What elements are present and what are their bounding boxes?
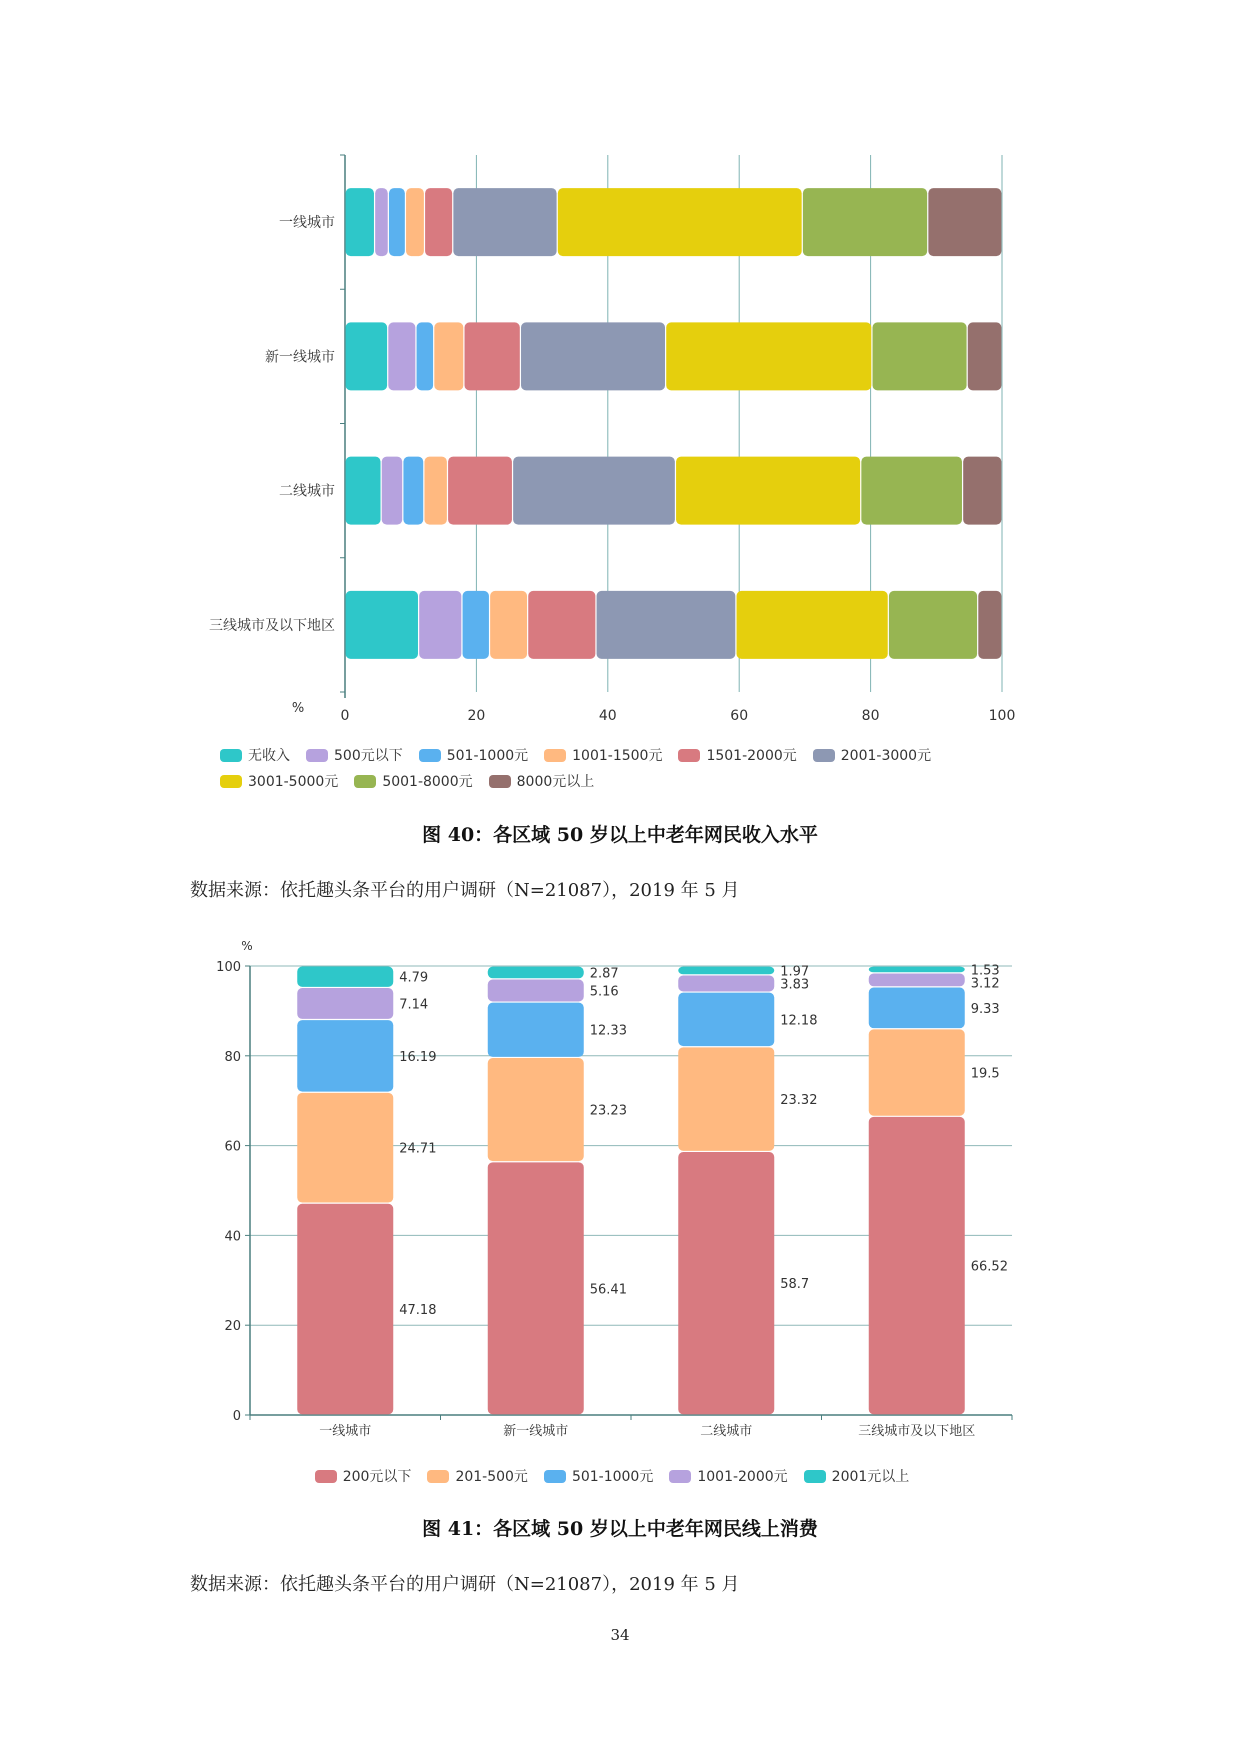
legend-swatch [544,749,566,762]
category-label-1: 一线城市 [279,215,335,232]
bar-segment-501-1000-3 [403,457,423,525]
bar-segment-5001-8000-3 [861,457,962,525]
spending-chart-caption: 图 41：各区域 50 岁以上中老年网民线上消费 [422,1518,818,1540]
legend-label: 5001-8000元 [382,774,473,790]
data-label-201-500-2: 23.23 [589,1103,627,1119]
bar-segment-201-500-2 [488,1058,584,1161]
bar-segment-201-500-3 [678,1047,774,1151]
bar-segment-8000-3 [963,457,1001,525]
bar-segment-5001-8000-4 [889,591,977,659]
legend-item-1501-2000 [678,742,796,768]
bar-segment-1501-2000-4 [528,591,595,659]
category-label-1: 一线城市 [319,1424,372,1439]
legend-swatch [315,1470,337,1483]
y-tick-label-20: 20 [224,1319,241,1335]
bar-segment-1001-2000-1 [297,988,393,1019]
bar-segment-1001-2000-2 [488,979,584,1001]
legend-swatch [354,775,376,788]
data-label-201-500-4: 19.5 [970,1066,1000,1082]
y-tick-label-60: 60 [224,1139,241,1155]
income-level-chart [0,140,1240,740]
bar-segment-3001-5000-1 [558,188,802,256]
bar-segment-1001-2000-4 [869,973,965,986]
bar-segment-1501-2000-1 [425,188,452,256]
category-label-2: 新一线城市 [503,1424,569,1439]
bar-segment-201-500-1 [297,1093,393,1203]
page-number: 34 [610,1626,630,1644]
data-label-1001-2000-3: 3.83 [780,977,810,993]
bar-segment-x-2 [346,322,388,390]
bar-segment-501-1000-1 [389,188,405,256]
legend-label: 2001-3000元 [840,748,932,764]
data-label-200-4: 66.52 [970,1259,1008,1275]
bar-segment-200-2 [488,1162,584,1414]
x-tick-label-100: 100 [988,708,1016,724]
y-tick-label-0: 0 [232,1409,241,1424]
x-tick-label-20: 20 [467,708,486,724]
spending-chart-source: 数据来源：依托趣头条平台的用户调研（N=21087），2019 年 5 月 [190,1574,740,1595]
legend-swatch [544,1470,566,1483]
bar-segment-201-500-4 [869,1029,965,1115]
bar-segment-3001-5000-2 [666,322,871,390]
legend-label: 201-500元 [455,1469,528,1485]
bar-segment-x-3 [346,457,381,525]
legend-swatch [427,1470,449,1483]
x-tick-label-0: 0 [340,708,350,724]
bar-segment-1501-2000-3 [448,457,512,525]
x-tick-label-40: 40 [598,708,617,724]
bar-segment-500-1 [375,188,388,256]
data-label-501-1000-1: 16.19 [399,1049,437,1065]
legend-item-x [220,742,290,768]
income-chart-source: 数据来源：依托趣头条平台的用户调研（N=21087），2019 年 5 月 [190,880,740,901]
bar-segment-2001-3 [678,967,774,975]
bar-segment-1001-1500-4 [490,591,527,659]
category-label-4: 三线城市及以下地区 [209,617,335,634]
bar-segment-200-1 [297,1204,393,1415]
bar-segment-501-1000-1 [297,1020,393,1091]
bar-segment-2001-3000-3 [513,457,675,525]
legend-swatch [678,749,700,762]
legend-item-200 [315,1463,412,1489]
x-tick-label-60: 60 [730,708,749,724]
bar-segment-x-4 [346,591,418,659]
legend-item-500 [306,742,403,768]
legend-item-1001-2000 [669,1463,787,1489]
category-label-4: 三线城市及以下地区 [858,1424,976,1439]
bar-segment-x-1 [346,188,374,256]
bar-segment-501-1000-2 [488,1003,584,1057]
legend-swatch [804,1470,826,1483]
data-label-2001-4: 1.53 [970,963,1000,979]
legend-swatch [220,775,242,788]
bar-segment-2001-3000-2 [521,322,665,390]
legend-label: 501-1000元 [571,1469,654,1485]
data-label-1001-2000-4: 3.12 [970,976,1000,992]
bar-segment-5001-8000-2 [873,322,967,390]
income-chart-legend [220,742,1070,794]
data-label-501-1000-2: 12.33 [589,1023,627,1039]
legend-swatch [220,749,242,762]
data-label-2001-3: 1.97 [780,964,810,980]
data-label-501-1000-4: 9.33 [970,1001,1000,1017]
data-label-1001-2000-1: 7.14 [399,997,429,1013]
x-axis-unit-label: % [291,701,305,716]
bar-segment-2001-3000-1 [453,188,556,256]
bar-segment-5001-8000-1 [803,188,927,256]
legend-label: 200元以下 [342,1469,412,1485]
bar-segment-501-1000-3 [678,993,774,1046]
legend-item-501-1000 [544,1463,653,1489]
bar-segment-3001-5000-3 [676,457,860,525]
data-label-201-500-3: 23.32 [780,1093,818,1109]
legend-item-501-1000 [419,742,528,768]
bar-segment-200-4 [869,1117,965,1414]
spending-chart-legend [0,1463,1240,1489]
bar-segment-8000-2 [968,322,1002,390]
bar-segment-1001-1500-2 [434,322,463,390]
legend-item-3001-5000 [220,768,338,794]
bar-segment-8000-4 [978,591,1001,659]
legend-item-2001 [804,1463,910,1489]
legend-label: 8000元以上 [516,774,595,790]
bar-segment-8000-1 [928,188,1001,256]
legend-swatch [419,749,441,762]
x-tick-label-80: 80 [861,708,880,724]
legend-item-5001-8000 [354,768,472,794]
legend-swatch [669,1470,691,1483]
bar-segment-501-1000-4 [463,591,489,659]
category-label-3: 二线城市 [700,1424,753,1439]
data-label-1001-2000-2: 5.16 [589,984,619,1000]
bar-segment-1501-2000-2 [465,322,520,390]
legend-label: 1001-1500元 [572,748,663,764]
data-label-2001-2: 2.87 [589,966,619,982]
income-chart-caption: 图 40：各区域 50 岁以上中老年网民收入水平 [422,824,818,846]
data-label-2001-1: 4.79 [399,970,429,986]
legend-label: 3001-5000元 [248,774,339,790]
legend-label: 501-1000元 [446,748,529,764]
bar-segment-2001-4 [869,967,965,973]
y-tick-label-80: 80 [224,1049,241,1065]
legend-item-201-500 [427,1463,528,1489]
bar-segment-1001-1500-3 [424,457,446,525]
legend-label: 无收入 [248,748,290,764]
category-label-2: 新一线城市 [265,349,335,366]
bar-segment-1001-2000-3 [678,975,774,991]
category-label-3: 二线城市 [279,483,335,500]
bar-segment-500-3 [382,457,402,525]
bar-segment-3001-5000-4 [737,591,888,659]
data-label-200-2: 56.41 [589,1282,627,1298]
bar-segment-2001-3000-4 [597,591,736,659]
legend-label: 1501-2000元 [706,748,797,764]
legend-swatch [306,749,328,762]
y-tick-label-40: 40 [224,1229,241,1245]
bar-segment-1001-1500-1 [406,188,424,256]
legend-label: 1001-2000元 [697,1469,788,1485]
data-label-201-500-1: 24.71 [399,1141,437,1157]
data-label-200-1: 47.18 [399,1303,437,1319]
y-tick-label-100: 100 [216,960,241,975]
bar-segment-501-1000-4 [869,987,965,1028]
legend-item-1001-1500 [544,742,662,768]
bar-segment-2001-2 [488,967,584,979]
bar-segment-500-4 [419,591,461,659]
legend-item-8000 [489,768,595,794]
data-label-501-1000-3: 12.18 [780,1013,818,1029]
legend-label: 500元以下 [334,748,403,764]
legend-swatch [489,775,511,788]
data-label-200-3: 58.7 [780,1277,810,1293]
legend-label: 2001元以上 [831,1469,910,1485]
bar-segment-2001-1 [297,967,393,987]
legend-swatch [813,749,835,762]
legend-item-2001-3000 [813,742,931,768]
bar-segment-500-2 [388,322,415,390]
bar-segment-200-3 [678,1152,774,1414]
y-axis-unit-label: % [241,939,253,953]
bar-segment-501-1000-2 [417,322,434,390]
online-spending-chart [0,930,1240,1450]
